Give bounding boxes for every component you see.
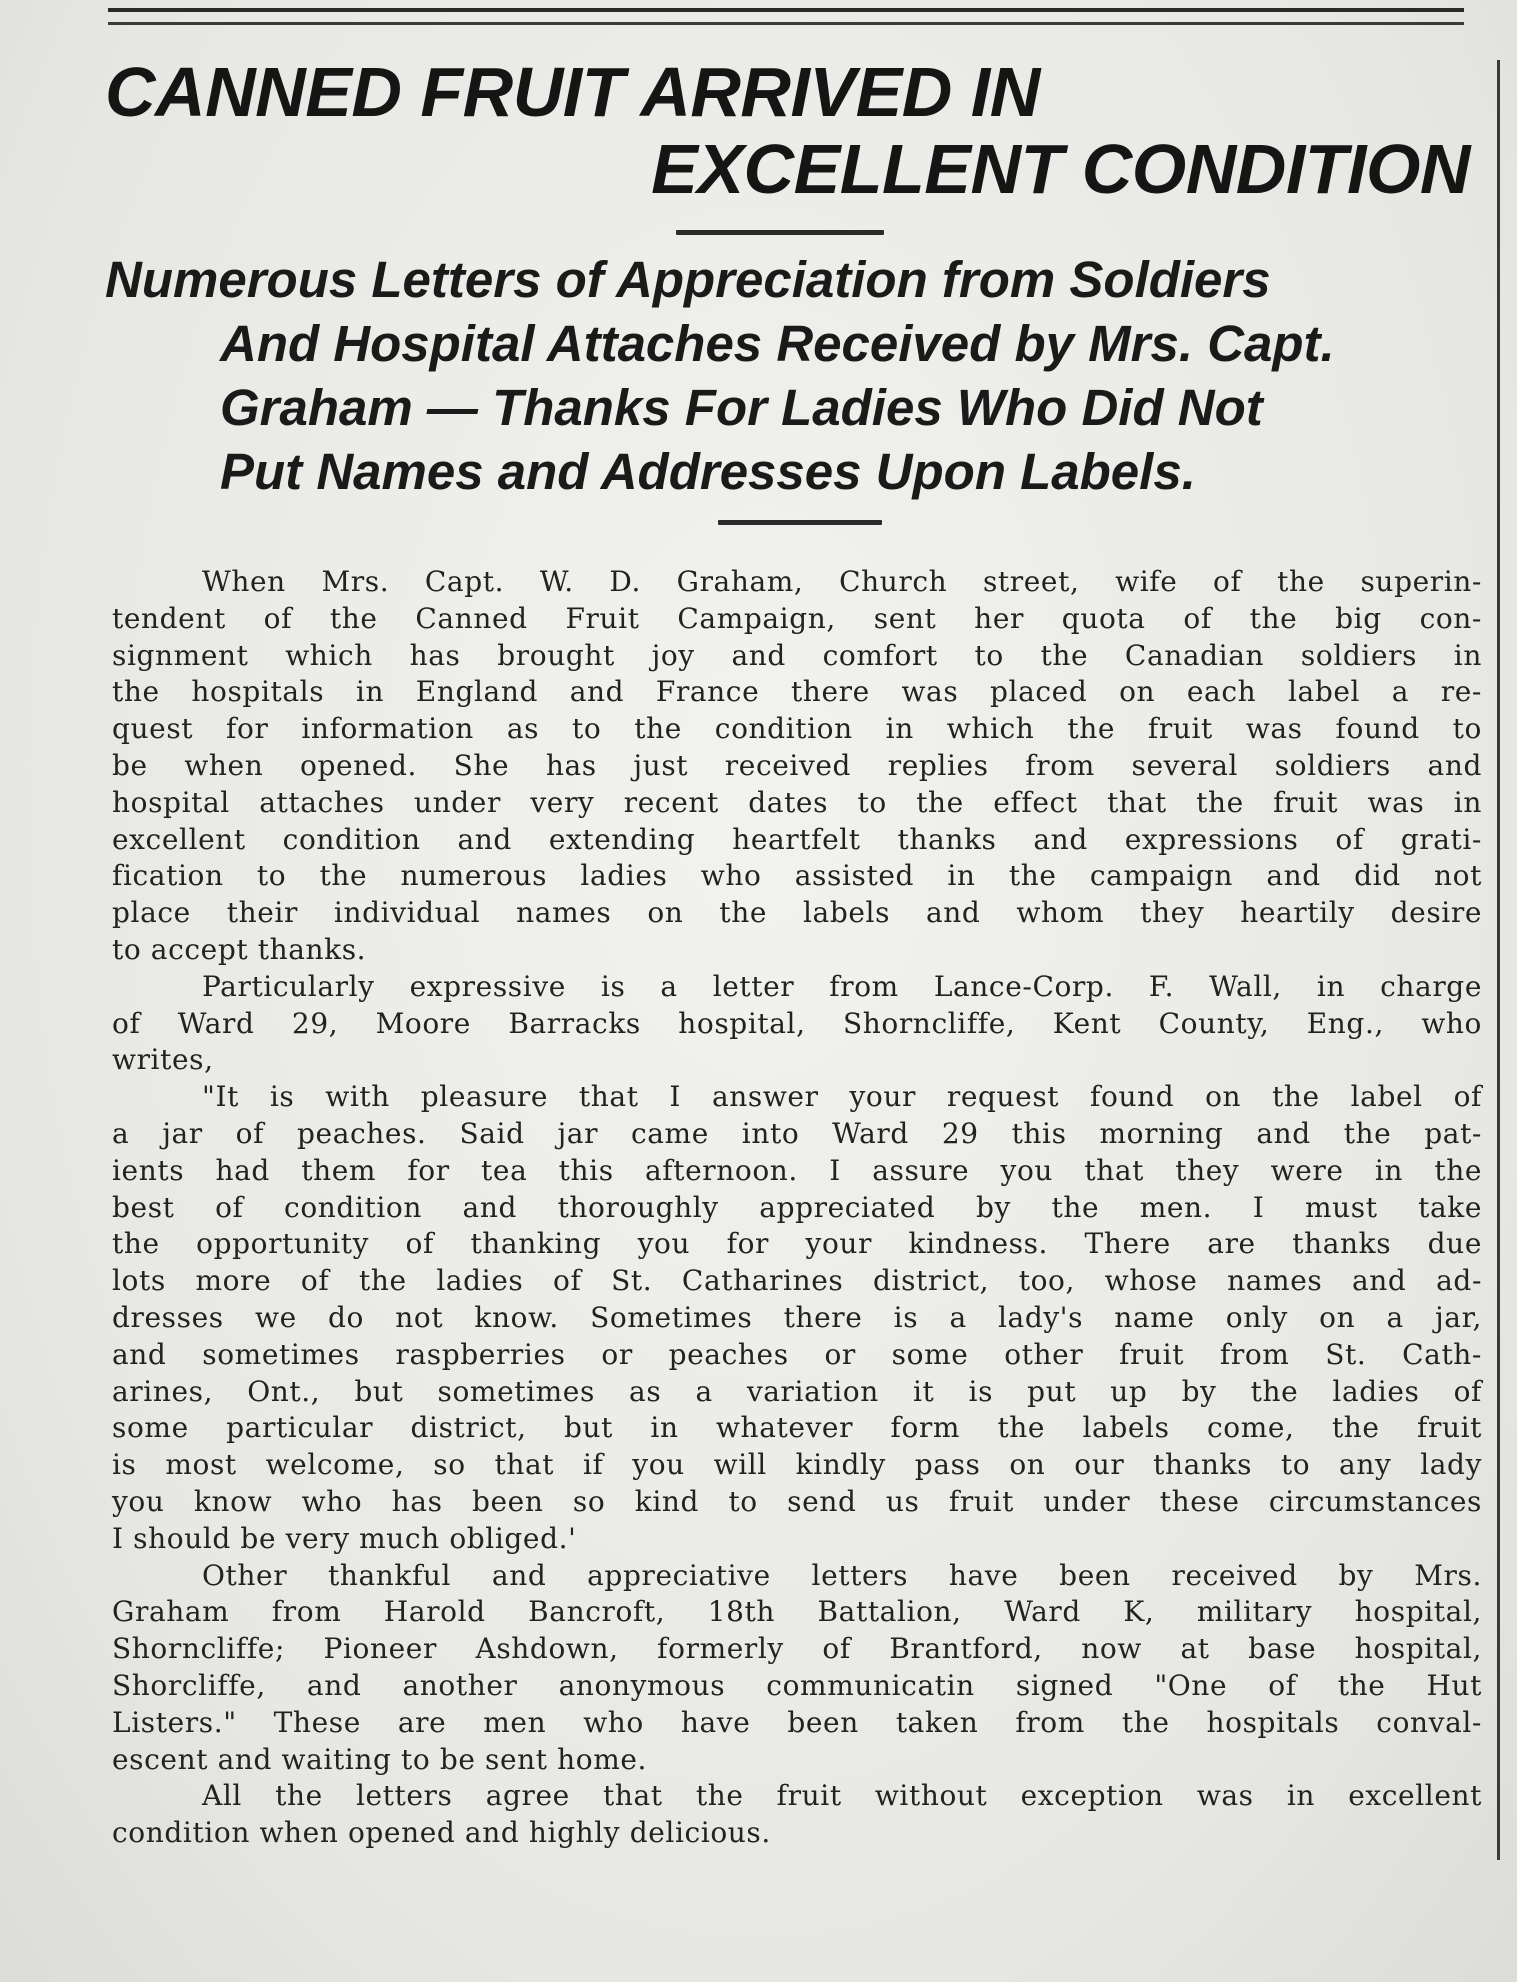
body-line: Particularly expressive is a letter from Lance-Corp. F. Wall, in charge: [202, 969, 1482, 1003]
body-line: arines, Ont., but sometimes as a variation it is put up by the ladies of: [112, 1374, 1482, 1408]
headline-line-1: CANNED FRUIT ARRIVED IN: [105, 53, 1040, 131]
deck-line-2: And Hospital Attaches Received by Mrs. Capt.: [220, 315, 1335, 372]
body-line: Shorncliffe; Pioneer Ashdown, formerly of Brantford, now at base hospital,: [112, 1632, 1482, 1666]
subheadline-deck: [105, 248, 1475, 504]
body-line: Listers." These are men who have been taken from the hospitals conval-: [112, 1705, 1482, 1739]
body-line: the hospitals in England and France there was placed on each label a re-: [112, 675, 1482, 709]
body-line: be when opened. She has just received replies from several soldiers and: [112, 748, 1482, 782]
body-line: quest for information as to the condition in which the fruit was found to: [112, 712, 1482, 746]
body-line: writes,: [112, 1043, 214, 1077]
body-line: and sometimes raspberries or peaches or some other fruit from St. Cath-: [112, 1337, 1482, 1371]
deck-divider: [718, 520, 882, 525]
body-line: of Ward 29, Moore Barracks hospital, Shorncliffe, Kent County, Eng., who: [112, 1006, 1482, 1040]
body-line: a jar of peaches. Said jar came into Ward 29 this morning and the pat-: [112, 1116, 1482, 1150]
headline-line-2: EXCELLENT CONDITION: [651, 130, 1470, 208]
body-line: best of condition and thoroughly appreciated by the men. I must take: [112, 1190, 1482, 1224]
body-line: Graham from Harold Bancroft, 18th Battalion, Ward K, military hospital,: [112, 1595, 1482, 1629]
body-line: the opportunity of thanking you for your kindness. There are thanks due: [112, 1227, 1482, 1261]
body-line: some particular district, but in whatever form the labels come, the fruit: [112, 1411, 1482, 1445]
body-line: you know who has been so kind to send us fruit under these circumstances: [112, 1484, 1482, 1518]
body-line: When Mrs. Capt. W. D. Graham, Church street, wife of the superin-: [202, 565, 1482, 598]
body-line: Other thankful and appreciative letters have been received by Mrs.: [202, 1558, 1482, 1592]
body-line: place their individual names on the labels and whom they heartily desire: [112, 896, 1482, 930]
body-line: escent and waiting to be sent home.: [112, 1742, 648, 1776]
body-line: Shorcliffe, and another anonymous communicatin signed "One of the Hut: [112, 1668, 1482, 1702]
body-line: to accept thanks.: [112, 932, 367, 966]
body-line: condition when opened and highly delicious.: [112, 1816, 771, 1850]
body-line: ients had them for tea this afternoon. I assure you that they were in the: [112, 1153, 1482, 1187]
deck-line-1: Numerous Letters of Appreciation from Soldiers: [105, 251, 1271, 308]
body-line: lots more of the ladies of St. Catharines district, too, whose names and ad-: [112, 1264, 1482, 1298]
top-rule: [108, 8, 1464, 25]
body-line: All the letters agree that the fruit without exception was in excellent: [202, 1779, 1482, 1813]
body-line: signment which has brought joy and comfort to the Canadian soldiers in: [112, 638, 1482, 672]
body-line: "It is with pleasure that I answer your request found on the label of: [202, 1080, 1482, 1114]
article-body: [112, 564, 1482, 1852]
body-line: excellent condition and extending heartfelt thanks and expressions of grati-: [112, 822, 1482, 856]
body-line: fication to the numerous ladies who assisted in the campaign and did not: [112, 859, 1482, 893]
headline-divider: [676, 230, 884, 235]
column-rule: [1497, 60, 1500, 1860]
body-line: hospital attaches under very recent dates to the effect that the fruit was in: [112, 785, 1482, 819]
body-line: dresses we do not know. Sometimes there is a lady's name only on a jar,: [112, 1300, 1482, 1334]
body-line: is most welcome, so that if you will kindly pass on our thanks to any lady: [112, 1448, 1482, 1482]
deck-line-4: Put Names and Addresses Upon Labels.: [220, 443, 1196, 500]
body-line: tendent of the Canned Fruit Campaign, sent her quota of the big con-: [112, 601, 1482, 635]
deck-line-3: Graham — Thanks For Ladies Who Did Not: [220, 379, 1263, 436]
body-line: I should be very much obliged.': [112, 1521, 577, 1555]
